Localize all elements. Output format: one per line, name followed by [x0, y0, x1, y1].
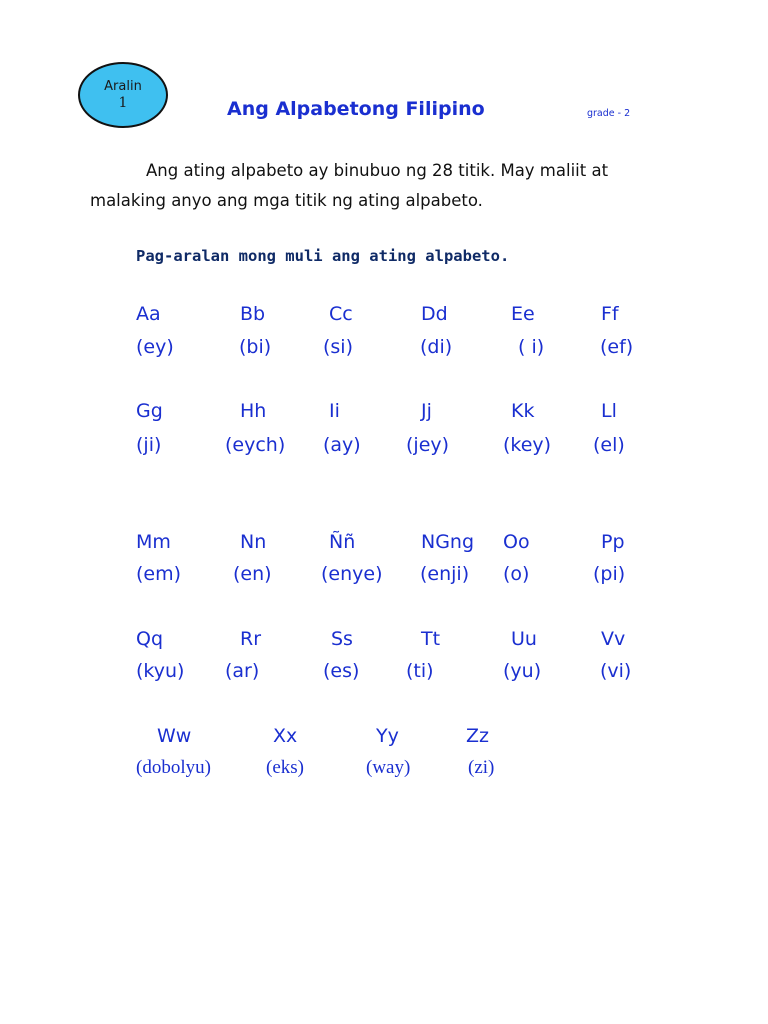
letter-text: Oo: [503, 531, 530, 553]
alphabet-letter: [329, 531, 355, 553]
letter-text: Dd: [421, 303, 448, 325]
letter-text: Ii: [329, 400, 340, 422]
alphabet-pronunciation: [600, 336, 633, 358]
alphabet-letter: [240, 303, 265, 325]
alphabet-letter: [601, 400, 617, 422]
letter-text: Ff: [601, 303, 619, 325]
alphabet-letter: [601, 303, 619, 325]
alphabet-pronunciation: [420, 336, 452, 358]
alphabet-letter: [329, 303, 353, 325]
alphabet-letter: [273, 725, 297, 747]
pronunciation-text: (yu): [503, 660, 542, 682]
letter-text: Xx: [273, 725, 298, 747]
alphabet-letter: [157, 725, 191, 747]
pronunciation-text: (ti): [406, 660, 434, 682]
alphabet-letter: [421, 531, 474, 553]
pronunciation-text: (enye): [321, 563, 383, 585]
intro-line-2: malaking anyo ang mga titik ng ating alpabeto.: [90, 191, 483, 210]
grade-label: grade - 2: [587, 108, 631, 119]
alphabet-pronunciation: [266, 756, 304, 779]
alphabet-pronunciation: [323, 434, 361, 456]
pronunciation-text: (eych): [225, 434, 286, 456]
alphabet-pronunciation: [503, 660, 541, 682]
alphabet-letter: [511, 628, 537, 650]
pronunciation-text: (enji): [420, 563, 470, 585]
lesson-badge: [78, 62, 168, 128]
pronunciation-text: (vi): [600, 660, 632, 682]
instruction-text: Pag-aralan mong muli ang ating alpabeto.: [136, 247, 510, 265]
alphabet-letter: [240, 628, 261, 650]
letter-text: Nn: [240, 531, 267, 553]
pronunciation-text: (es): [323, 660, 360, 682]
alphabet-pronunciation: [136, 660, 184, 682]
alphabet-letter: [466, 725, 489, 747]
alphabet-pronunciation: [503, 434, 551, 456]
letter-text: Cc: [329, 303, 353, 325]
alphabet-pronunciation: [406, 660, 434, 682]
letter-text: Aa: [136, 303, 161, 325]
intro-paragraph: [90, 156, 710, 216]
letter-text: Ww: [157, 725, 192, 747]
alphabet-pronunciation: [468, 756, 494, 779]
alphabet-pronunciation: [366, 756, 410, 779]
letter-text: Ss: [331, 628, 353, 650]
pronunciation-text: (em): [136, 563, 182, 585]
letter-text: Jj: [421, 400, 432, 422]
alphabet-letter: [511, 303, 535, 325]
letter-text: Uu: [511, 628, 537, 650]
alphabet-pronunciation: [239, 336, 271, 358]
alphabet-pronunciation: [518, 336, 544, 358]
letter-text: Ee: [511, 303, 535, 325]
alphabet-pronunciation: [323, 336, 353, 358]
letter-text: NGng: [421, 531, 475, 553]
pronunciation-text: (el): [593, 434, 625, 456]
letter-text: Yy: [376, 725, 399, 747]
alphabet-letter: [421, 303, 448, 325]
letter-text: Hh: [240, 400, 267, 422]
pronunciation-text: (way): [366, 757, 411, 778]
letter-text: Vv: [601, 628, 626, 650]
badge-number: 1: [118, 95, 128, 111]
intro-line-1: Ang ating alpabeto ay binubuo ng 28 titik. May maliit at: [146, 161, 609, 180]
alphabet-letter: [511, 400, 534, 422]
letter-text: Mm: [136, 531, 171, 553]
alphabet-letter: [136, 400, 163, 422]
alphabet-pronunciation: [136, 563, 181, 585]
alphabet-letter: [240, 400, 266, 422]
alphabet-letter: [376, 725, 399, 747]
pronunciation-text: (ji): [136, 434, 162, 456]
pronunciation-text: (key): [503, 434, 552, 456]
alphabet-pronunciation: [233, 563, 272, 585]
alphabet-pronunciation: [136, 336, 174, 358]
pronunciation-text: (pi): [593, 563, 626, 585]
letter-text: Rr: [240, 628, 262, 650]
badge-label: Aralin: [104, 79, 142, 94]
pronunciation-text: (ey): [136, 336, 174, 358]
alphabet-pronunciation: [420, 563, 469, 585]
alphabet-letter: [421, 628, 440, 650]
pronunciation-text: (kyu): [136, 660, 185, 682]
pronunciation-text: (bi): [239, 336, 272, 358]
letter-text: Ññ: [329, 531, 356, 553]
alphabet-letter: [240, 531, 266, 553]
alphabet-pronunciation: [503, 563, 529, 585]
pronunciation-text: (jey): [406, 434, 450, 456]
letter-text: Tt: [421, 628, 441, 650]
pronunciation-text: (di): [420, 336, 453, 358]
letter-text: Pp: [601, 531, 625, 553]
letter-text: Kk: [511, 400, 535, 422]
letter-text: Qq: [136, 628, 164, 650]
letter-text: Ll: [601, 400, 617, 422]
alphabet-pronunciation: [593, 563, 625, 585]
pronunciation-text: (ar): [225, 660, 260, 682]
alphabet-letter: [329, 400, 340, 422]
pronunciation-text: (dobolyu): [136, 757, 211, 778]
alphabet-letter: [136, 531, 171, 553]
letter-text: Zz: [466, 725, 489, 747]
letter-text: Gg: [136, 400, 163, 422]
alphabet-pronunciation: [136, 756, 211, 779]
alphabet-pronunciation: [323, 660, 359, 682]
alphabet-pronunciation: [600, 660, 631, 682]
pronunciation-text: (zi): [468, 757, 495, 778]
alphabet-pronunciation: [225, 660, 259, 682]
alphabet-letter: [503, 531, 530, 553]
page-title: Ang Alpabetong Filipino: [227, 98, 485, 120]
pronunciation-text: ( i): [518, 336, 545, 358]
alphabet-letter: [421, 400, 432, 422]
alphabet-letter: [601, 628, 625, 650]
pronunciation-text: (en): [233, 563, 272, 585]
pronunciation-text: (eks): [266, 757, 304, 778]
alphabet-letter: [136, 303, 161, 325]
alphabet-pronunciation: [593, 434, 625, 456]
alphabet-letter: [331, 628, 353, 650]
alphabet-pronunciation: [321, 563, 383, 585]
alphabet-pronunciation: [225, 434, 285, 456]
alphabet-letter: [601, 531, 625, 553]
alphabet-pronunciation: [406, 434, 449, 456]
pronunciation-text: (o): [503, 563, 530, 585]
pronunciation-text: (ef): [600, 336, 634, 358]
pronunciation-text: (ay): [323, 434, 361, 456]
alphabet-pronunciation: [136, 434, 161, 456]
letter-text: Bb: [240, 303, 266, 325]
alphabet-letter: [136, 628, 163, 650]
pronunciation-text: (si): [323, 336, 354, 358]
